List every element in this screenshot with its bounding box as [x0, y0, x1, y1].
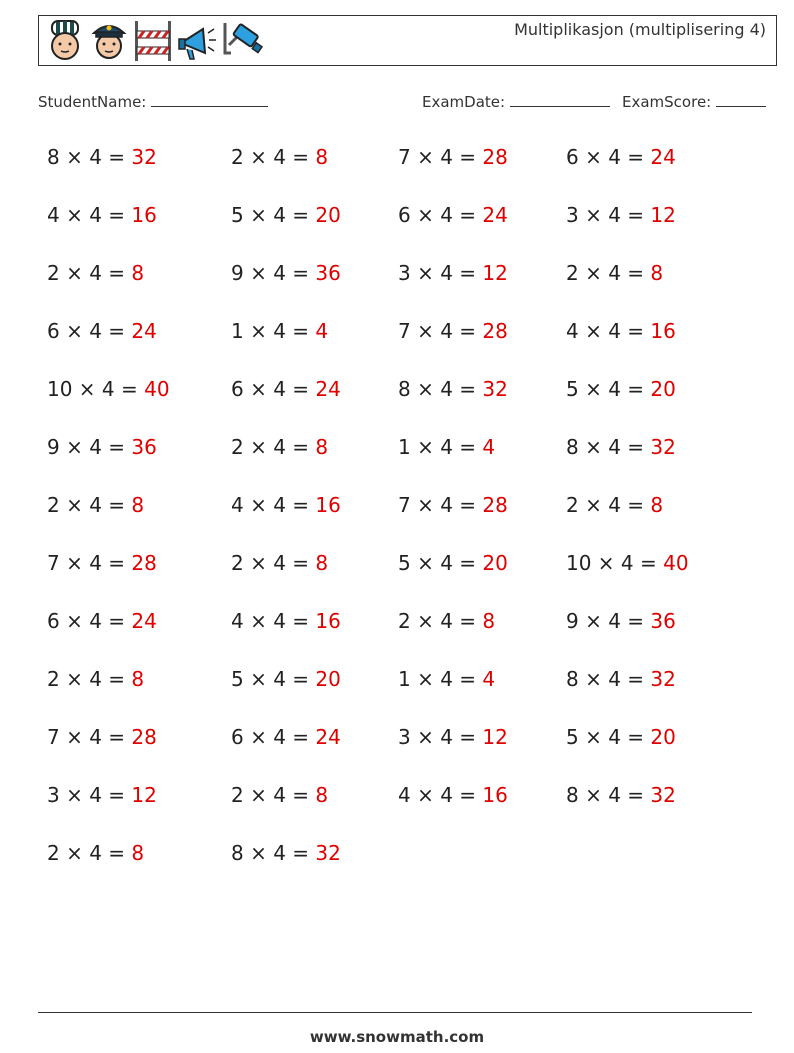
problem-answer: 8 [482, 609, 496, 633]
problem-question: 8 × 4 = [566, 783, 651, 807]
problem-question: 6 × 4 = [47, 319, 132, 343]
problem-question: 2 × 4 = [231, 783, 316, 807]
problem-answer: 32 [482, 377, 508, 401]
problem-question: 4 × 4 = [231, 609, 316, 633]
header-icons [45, 19, 265, 63]
problem [566, 203, 676, 227]
problem-question: 2 × 4 = [231, 435, 316, 459]
problem [566, 319, 676, 343]
problem [47, 319, 157, 343]
problem-answer: 8 [131, 261, 145, 285]
problem-answer: 24 [315, 725, 341, 749]
student-name-field [38, 92, 268, 111]
problem-answer: 32 [315, 841, 341, 865]
problem [47, 551, 157, 575]
problem [231, 435, 328, 459]
problem-question: 5 × 4 = [231, 667, 316, 691]
problem [398, 319, 508, 343]
problem [398, 725, 508, 749]
problem-answer: 32 [650, 667, 676, 691]
problem-question: 3 × 4 = [398, 261, 483, 285]
footer-url: www.snowmath.com [309, 1028, 485, 1046]
problem-question: 7 × 4 = [398, 145, 483, 169]
problem-question: 1 × 4 = [398, 667, 483, 691]
problem-answer: 32 [650, 435, 676, 459]
security-camera-icon [221, 19, 265, 63]
problem-answer: 4 [482, 435, 496, 459]
problem-answer: 24 [315, 377, 341, 401]
exam-date-line[interactable] [510, 92, 610, 107]
problem-question: 8 × 4 = [566, 667, 651, 691]
problem-question: 6 × 4 = [231, 377, 316, 401]
problem [398, 435, 495, 459]
problem-question: 6 × 4 = [398, 203, 483, 227]
problem-question: 2 × 4 = [566, 493, 651, 517]
problem-question: 5 × 4 = [398, 551, 483, 575]
problem-answer: 20 [482, 551, 508, 575]
problem [47, 377, 170, 401]
problem-question: 2 × 4 = [47, 667, 132, 691]
problem-answer: 32 [650, 783, 676, 807]
problem-answer: 24 [131, 319, 157, 343]
problem-answer: 8 [315, 435, 329, 459]
problem [566, 261, 663, 285]
problem-answer: 12 [131, 783, 157, 807]
student-name-line[interactable] [151, 92, 268, 107]
problem-answer: 12 [650, 203, 676, 227]
exam-date-field [422, 92, 610, 111]
problem-question: 8 × 4 = [398, 377, 483, 401]
problem-answer: 36 [131, 435, 157, 459]
problem-answer: 20 [650, 377, 676, 401]
megaphone-icon [177, 19, 217, 63]
problem-answer: 8 [315, 783, 329, 807]
problem-question: 9 × 4 = [231, 261, 316, 285]
problem [566, 435, 676, 459]
problem [231, 725, 341, 749]
problem [398, 667, 495, 691]
problem-answer: 40 [144, 377, 170, 401]
worksheet-title: Multiplikasjon (multiplisering 4) [514, 20, 766, 39]
problem [47, 783, 157, 807]
problem-answer: 32 [131, 145, 157, 169]
problem [566, 725, 676, 749]
problem-answer: 36 [650, 609, 676, 633]
problem-answer: 8 [315, 551, 329, 575]
exam-score-label: ExamScore: [622, 93, 712, 111]
problem-answer: 28 [482, 493, 508, 517]
problem-question: 6 × 4 = [47, 609, 132, 633]
problem-answer: 36 [315, 261, 341, 285]
problem-question: 8 × 4 = [47, 145, 132, 169]
problem [47, 493, 144, 517]
problem [47, 261, 144, 285]
problem-question: 7 × 4 = [398, 493, 483, 517]
problem [398, 783, 508, 807]
problem-question: 7 × 4 = [47, 551, 132, 575]
problem-answer: 20 [650, 725, 676, 749]
problem-answer: 8 [131, 667, 145, 691]
problem-answer: 12 [482, 261, 508, 285]
problem [398, 551, 508, 575]
problem-question: 4 × 4 = [566, 319, 651, 343]
problem-answer: 16 [315, 609, 341, 633]
problem-answer: 16 [482, 783, 508, 807]
problem-answer: 28 [482, 145, 508, 169]
problem-question: 2 × 4 = [231, 551, 316, 575]
police-officer-icon [89, 19, 129, 63]
problem-question: 4 × 4 = [47, 203, 132, 227]
problem-question: 1 × 4 = [398, 435, 483, 459]
problem [231, 841, 341, 865]
problem-question: 2 × 4 = [398, 609, 483, 633]
problem-question: 2 × 4 = [47, 261, 132, 285]
problem-answer: 24 [131, 609, 157, 633]
problem [231, 377, 341, 401]
student-name-label: StudentName: [38, 93, 147, 111]
problem-answer: 28 [131, 551, 157, 575]
problem-answer: 16 [315, 493, 341, 517]
problem-answer: 4 [482, 667, 496, 691]
problem-question: 5 × 4 = [566, 377, 651, 401]
problem-question: 8 × 4 = [566, 435, 651, 459]
problem-question: 6 × 4 = [566, 145, 651, 169]
problem-question: 5 × 4 = [231, 203, 316, 227]
problem [231, 493, 341, 517]
problem [398, 609, 495, 633]
problem-question: 2 × 4 = [566, 261, 651, 285]
problem-question: 4 × 4 = [398, 783, 483, 807]
problem-question: 2 × 4 = [47, 841, 132, 865]
problem-question: 5 × 4 = [566, 725, 651, 749]
problem-answer: 16 [131, 203, 157, 227]
problem-question: 3 × 4 = [566, 203, 651, 227]
problem-question: 9 × 4 = [47, 435, 132, 459]
problem [231, 609, 341, 633]
problem-question: 7 × 4 = [398, 319, 483, 343]
problem [231, 145, 328, 169]
problem [231, 783, 328, 807]
problem [47, 725, 157, 749]
problem-answer: 28 [131, 725, 157, 749]
problem [231, 319, 328, 343]
problem-answer: 16 [650, 319, 676, 343]
footer-divider [38, 1012, 752, 1013]
problem-question: 2 × 4 = [47, 493, 132, 517]
problem-answer: 24 [482, 203, 508, 227]
exam-date-label: ExamDate: [422, 93, 506, 111]
problem [398, 493, 508, 517]
problem [566, 145, 676, 169]
problem [231, 203, 341, 227]
problem-question: 3 × 4 = [398, 725, 483, 749]
problem [231, 667, 341, 691]
problem-question: 4 × 4 = [231, 493, 316, 517]
problem-answer: 8 [315, 145, 329, 169]
problem-question: 10 × 4 = [566, 551, 664, 575]
problem-answer: 28 [482, 319, 508, 343]
problem [566, 783, 676, 807]
problem [47, 203, 157, 227]
exam-score-line[interactable] [716, 92, 766, 107]
problem-question: 6 × 4 = [231, 725, 316, 749]
problem [231, 551, 328, 575]
exam-score-field [622, 92, 766, 111]
prisoner-icon [45, 19, 85, 63]
problem [566, 493, 663, 517]
problem-question: 2 × 4 = [231, 145, 316, 169]
problem-question: 3 × 4 = [47, 783, 132, 807]
problem-answer: 8 [131, 493, 145, 517]
problem [47, 841, 144, 865]
problem-question: 9 × 4 = [566, 609, 651, 633]
problem [47, 435, 157, 459]
problem-answer: 4 [315, 319, 329, 343]
problem [398, 203, 508, 227]
header-box [38, 15, 777, 66]
problem [398, 145, 508, 169]
problem [566, 667, 676, 691]
problem [566, 551, 689, 575]
problem-answer: 24 [650, 145, 676, 169]
problem [398, 261, 508, 285]
problem [398, 377, 508, 401]
problem-question: 1 × 4 = [231, 319, 316, 343]
problem [566, 609, 676, 633]
problem [231, 261, 341, 285]
problem [47, 145, 157, 169]
problem [566, 377, 676, 401]
problem-question: 7 × 4 = [47, 725, 132, 749]
problem-answer: 20 [315, 667, 341, 691]
problem-question: 8 × 4 = [231, 841, 316, 865]
problem [47, 667, 144, 691]
problem-answer: 40 [663, 551, 689, 575]
barrier-icon [133, 19, 173, 63]
problem-answer: 20 [315, 203, 341, 227]
problem [47, 609, 157, 633]
problem-answer: 8 [131, 841, 145, 865]
problem-question: 10 × 4 = [47, 377, 145, 401]
problem-answer: 8 [650, 261, 664, 285]
problem-answer: 8 [650, 493, 664, 517]
problem-answer: 12 [482, 725, 508, 749]
